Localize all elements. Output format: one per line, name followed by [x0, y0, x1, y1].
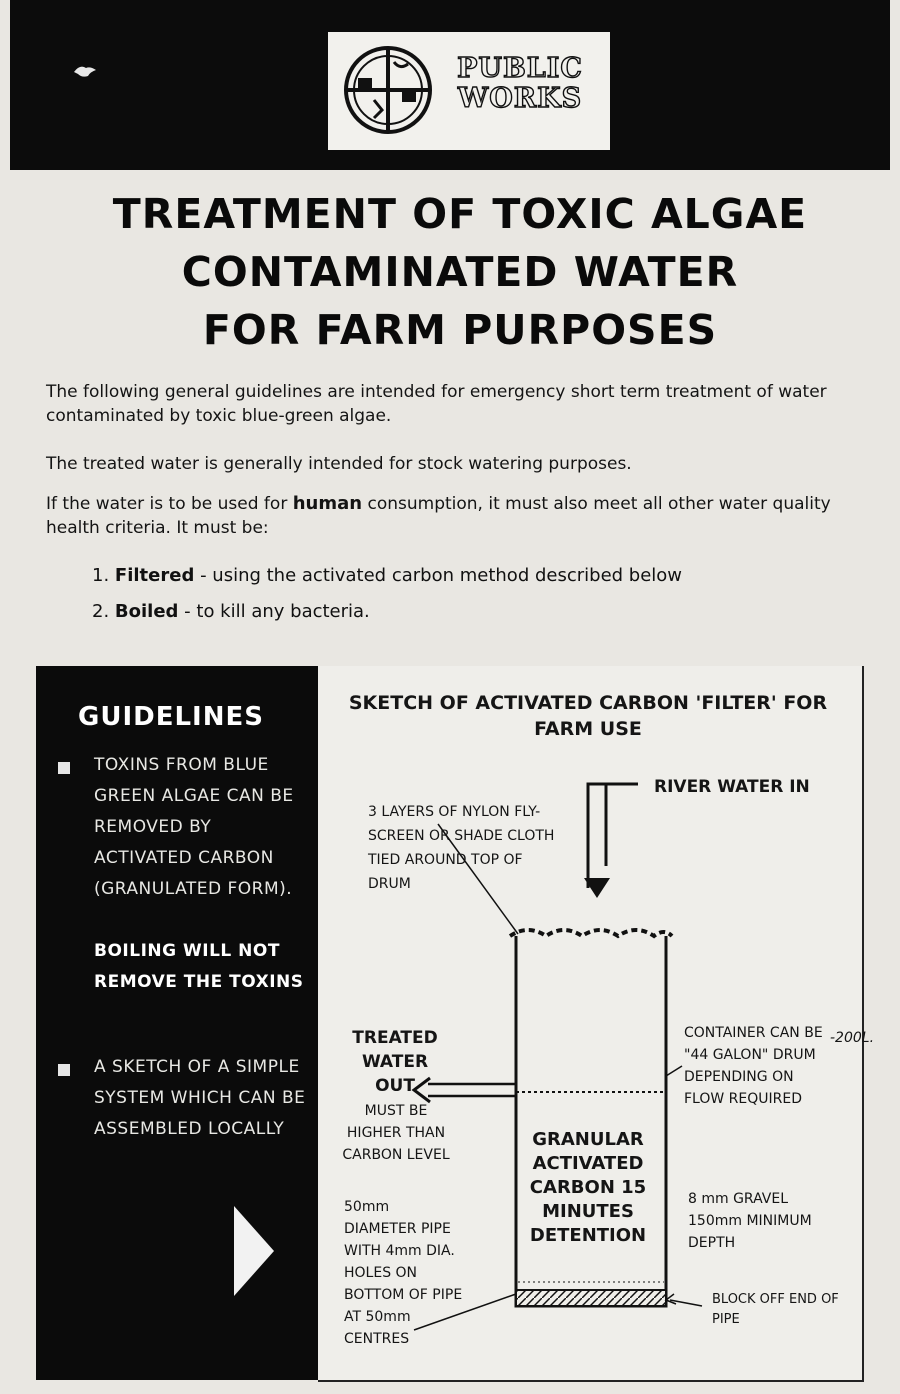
- guidelines-heading: GUIDELINES: [78, 702, 264, 732]
- inlet-pipe: [588, 784, 638, 888]
- treated-water-label: TREATED WATER OUT: [352, 1028, 438, 1096]
- item1-number: 1.: [92, 565, 110, 586]
- logo-line-2: WORKS: [457, 83, 583, 114]
- para3-before: If the water is to be used for: [46, 494, 293, 514]
- public-works-logo: [328, 32, 610, 150]
- para3-after: consumption, it must also meet all other water quality health criteria. It must be:: [46, 494, 831, 538]
- bullet-icon: [58, 1064, 70, 1076]
- page-title: [60, 185, 860, 359]
- river-water-label: RIVER WATER IN: [654, 777, 810, 797]
- item2-label: Boiled: [114, 601, 179, 622]
- logo-wordmark: [440, 54, 600, 114]
- gravel-layer: [516, 1290, 666, 1306]
- list-item-boiled: [92, 600, 792, 624]
- higher-than-carbon-label: MUST BE HIGHER THAN CARBON LEVEL: [342, 1103, 450, 1163]
- drum-outline: [516, 936, 666, 1306]
- human-emphasis: human: [292, 493, 363, 514]
- sketch-title: SKETCH OF ACTIVATED CARBON 'FILTER' FOR FARM USE: [348, 692, 828, 740]
- filter-sketch: [318, 666, 875, 1382]
- guidelines-panel: [36, 666, 318, 1380]
- item2-text: - to kill any bacteria.: [178, 601, 370, 622]
- volume-handwritten-note: -200L.: [830, 1030, 875, 1046]
- list-item-filtered: [92, 564, 792, 588]
- pipe-label: 50mm DIAMETER PIPE WITH 4mm DIA. HOLES ON BOTTOM OF PIPE AT 50mm CENTRES: [344, 1199, 463, 1347]
- item1-text: - using the activated carbon method described below: [194, 565, 683, 586]
- intro-paragraph-1: The following general guidelines are intended for emergency short term treatment of water contaminated by toxic blue-green algae.: [46, 382, 827, 426]
- leader-line: [666, 1066, 682, 1076]
- intro-paragraph-3: [46, 492, 846, 540]
- public-works-seal-icon: [338, 40, 438, 140]
- title-line-1: TREATMENT OF TOXIC ALGAE: [112, 190, 808, 238]
- item1-label: Filtered: [114, 565, 195, 586]
- gravel-label: 8 mm GRAVEL 150mm MINIMUM DEPTH: [688, 1191, 812, 1251]
- guideline-bullet-1: TOXINS FROM BLUE GREEN ALGAE CAN BE REMOVED BY ACTIVATED CARBON (GRANULATED FORM).: [94, 755, 294, 899]
- bullet-icon: [58, 762, 70, 774]
- header-band: [10, 0, 890, 170]
- guideline-bullet-1-emphasis: BOILING WILL NOT REMOVE THE TOXINS: [94, 941, 304, 992]
- nylon-screen-label: 3 LAYERS OF NYLON FLY-SCREEN OR SHADE CLOTH TIED AROUND TOP OF DRUM: [368, 804, 555, 892]
- granular-carbon-label: GRANULAR ACTIVATED CARBON 15 MINUTES DETENTION: [529, 1129, 647, 1246]
- guideline-bullet-2: A SKETCH OF A SIMPLE SYSTEM WHICH CAN BE ASSEMBLED LOCALLY: [94, 1057, 306, 1139]
- intro-paragraph-2: The treated water is generally intended for stock watering purposes.: [46, 454, 632, 474]
- container-label: CONTAINER CAN BE "44 GALON" DRUM DEPENDING ON FLOW REQUIRED: [684, 1025, 823, 1107]
- logo-line-1: PUBLIC: [457, 53, 583, 84]
- item2-number: 2.: [92, 601, 110, 622]
- bird-icon: [72, 62, 98, 80]
- fly-screen-cover: [510, 930, 672, 936]
- title-line-2: CONTAMINATED WATER: [181, 248, 739, 296]
- triangle-arrow-icon: [234, 1206, 274, 1296]
- title-line-3: FOR FARM PURPOSES: [202, 306, 718, 354]
- block-off-pipe-label: BLOCK OFF END OF PIPE: [712, 1292, 839, 1327]
